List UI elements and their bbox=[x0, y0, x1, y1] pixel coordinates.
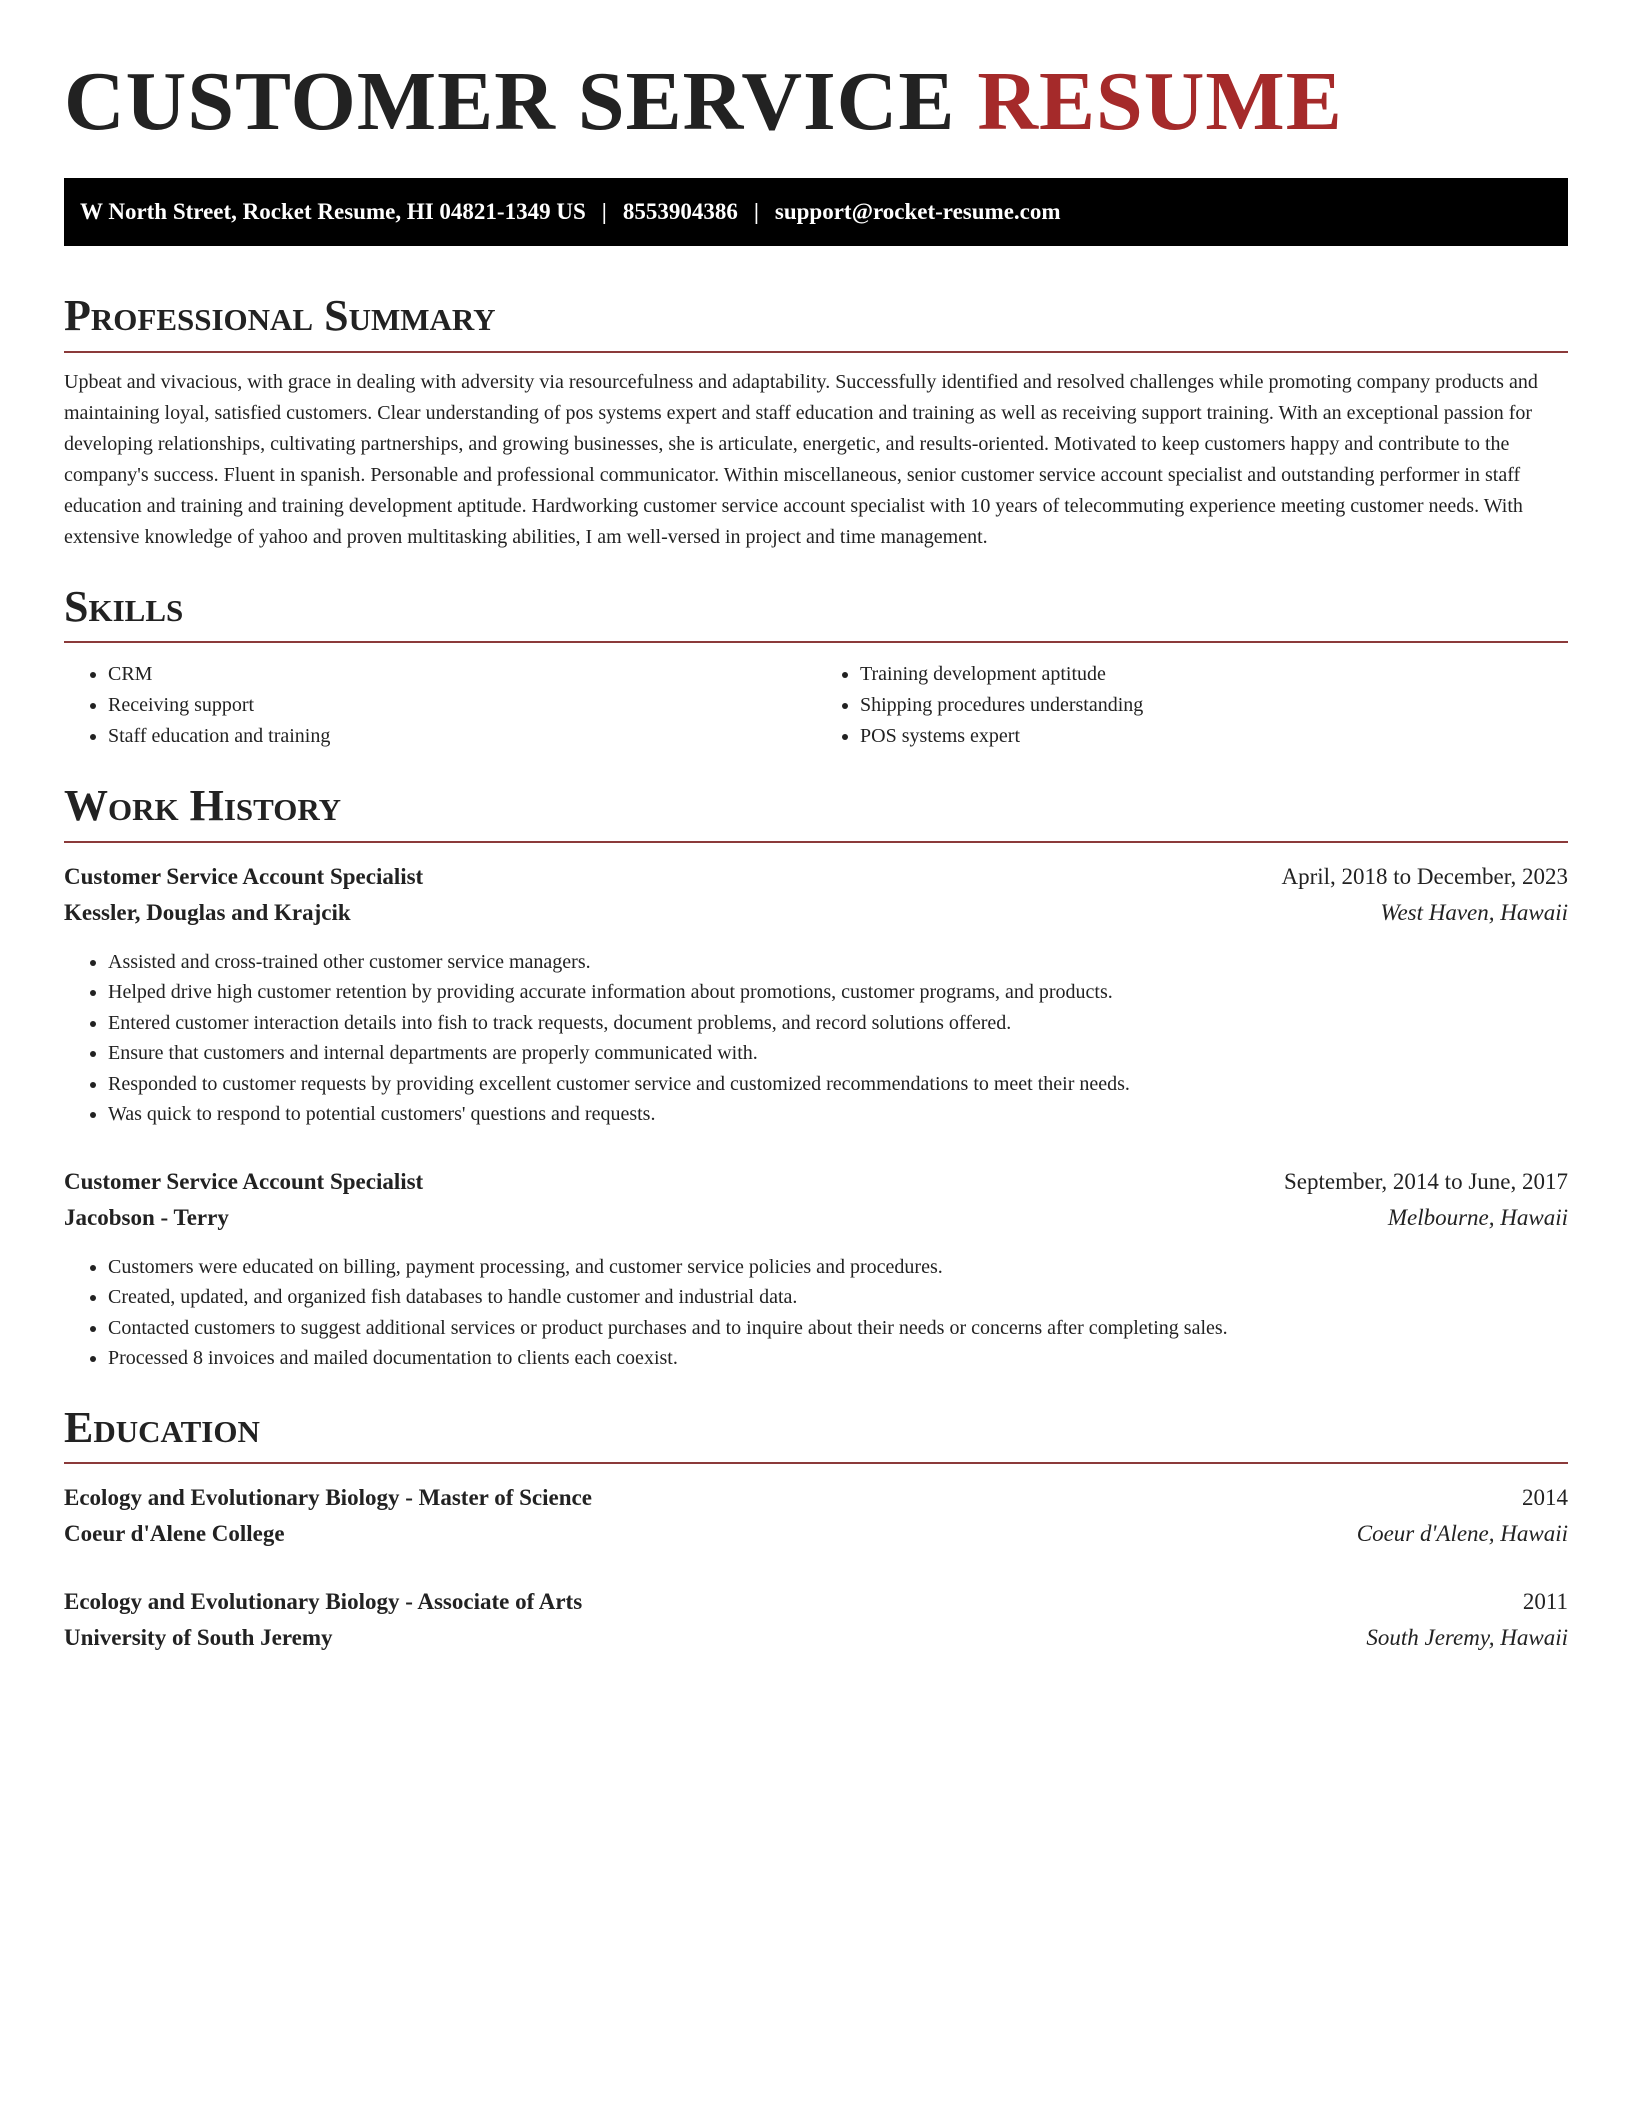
job-dates: September, 2014 to June, 2017 bbox=[1284, 1168, 1568, 1194]
skill-item: • Training development aptitude bbox=[860, 659, 1568, 690]
job-entry bbox=[64, 1164, 1568, 1374]
education-year: 2014 bbox=[1522, 1484, 1568, 1510]
job-bullets bbox=[64, 947, 1568, 1130]
job-location: Melbourne, Hawaii bbox=[1387, 1204, 1568, 1230]
skills-left-column bbox=[64, 659, 816, 752]
education-school-row bbox=[64, 1620, 1568, 1656]
job-location: West Haven, Hawaii bbox=[1380, 899, 1568, 925]
job-entry bbox=[64, 859, 1568, 1130]
work-history-heading: Work History bbox=[64, 782, 1568, 842]
contact-bar bbox=[64, 178, 1568, 246]
job-title: Customer Service Account Specialist bbox=[64, 863, 424, 889]
contact-separator: | bbox=[753, 199, 759, 225]
job-title-row bbox=[64, 859, 1568, 895]
work-history-section bbox=[64, 782, 1568, 1373]
skills-heading: Skills bbox=[64, 583, 1568, 643]
skill-item: • Receiving support bbox=[108, 690, 816, 721]
title-main: CUSTOMER SERVICE bbox=[64, 55, 956, 148]
skills-right-column bbox=[816, 659, 1568, 752]
education-location: South Jeremy, Hawaii bbox=[1366, 1624, 1568, 1650]
contact-email: support@rocket-resume.com bbox=[774, 199, 1061, 225]
skill-item: • Shipping procedures understanding bbox=[860, 690, 1568, 721]
job-company: Jacobson - Terry bbox=[64, 1204, 229, 1230]
summary-text: Upbeat and vivacious, with grace in dealing with adversity via resourcefulness and adaptability. Successfully identified and resolved challenges while promoting company products and maintaining loyal, satisfied customers. Clear understanding of pos systems expert and staff education and training as well as receiving support training. With an exceptional passion for developing relationships, cultivating partnerships, and growing businesses, she is articulate, energetic, and results-oriented. Motivated to keep customers happy and contribute to the company's success. Fluent in spanish. Personable and professional communicator. Within miscellaneous, senior customer service account specialist and outstanding performer in staff education and training and training development aptitude. Hardworking customer service account specialist with 10 years of telecommuting experience meeting customer needs. With extensive knowledge of yahoo and proven multitasking abilities, I am well-versed in project and time management. bbox=[64, 370, 1538, 548]
contact-separator: | bbox=[601, 199, 607, 225]
summary-section bbox=[64, 292, 1568, 552]
title-accent: RESUME bbox=[977, 55, 1343, 148]
education-school: University of South Jeremy bbox=[64, 1624, 333, 1650]
job-bullets bbox=[64, 1252, 1568, 1374]
education-entry bbox=[64, 1480, 1568, 1552]
education-entry bbox=[64, 1584, 1568, 1656]
job-title-row bbox=[64, 1164, 1568, 1200]
skill-item: • CRM bbox=[108, 659, 816, 690]
job-title: Customer Service Account Specialist bbox=[64, 1168, 424, 1194]
job-bullet: • Assisted and cross-trained other customer service managers. bbox=[108, 947, 1568, 978]
job-bullet: • Responded to customer requests by providing excellent customer service and customized recommendations to meet their needs. bbox=[108, 1069, 1568, 1100]
education-year: 2011 bbox=[1522, 1588, 1568, 1614]
summary-heading: Professional Summary bbox=[64, 292, 1568, 352]
skills-grid bbox=[64, 659, 1568, 752]
job-company-row bbox=[64, 1200, 1568, 1236]
resume-title bbox=[64, 56, 1568, 148]
job-bullet: • Helped drive high customer retention by providing accurate information about promotions, customer programs, and products. bbox=[108, 977, 1568, 1008]
skill-item: • Staff education and training bbox=[108, 721, 816, 752]
job-company-row bbox=[64, 895, 1568, 931]
education-degree-row bbox=[64, 1584, 1568, 1620]
education-section bbox=[64, 1404, 1568, 1656]
job-bullet: • Contacted customers to suggest additional services or product purchases and to inquire about their needs or concerns after completing sales. bbox=[108, 1313, 1568, 1344]
contact-address: W North Street, Rocket Resume, HI 04821-1349 US bbox=[80, 199, 586, 225]
job-bullet: • Created, updated, and organized fish databases to handle customer and industrial data. bbox=[108, 1282, 1568, 1313]
education-heading: Education bbox=[64, 1404, 1568, 1464]
skills-section bbox=[64, 583, 1568, 752]
education-degree-row bbox=[64, 1480, 1568, 1516]
job-bullet: • Ensure that customers and internal departments are properly communicated with. bbox=[108, 1038, 1568, 1069]
skill-item: • POS systems expert bbox=[860, 721, 1568, 752]
job-bullet: • Processed 8 invoices and mailed documentation to clients each coexist. bbox=[108, 1343, 1568, 1374]
contact-phone: 8553904386 bbox=[622, 199, 738, 225]
job-company: Kessler, Douglas and Krajcik bbox=[64, 899, 351, 925]
education-school-row bbox=[64, 1516, 1568, 1552]
education-degree: Ecology and Evolutionary Biology - Associate of Arts bbox=[64, 1588, 583, 1614]
job-bullet: • Customers were educated on billing, payment processing, and customer service policies and procedures. bbox=[108, 1252, 1568, 1283]
education-location: Coeur d'Alene, Hawaii bbox=[1356, 1520, 1568, 1546]
job-bullet: • Entered customer interaction details into fish to track requests, document problems, and record solutions offered. bbox=[108, 1008, 1568, 1039]
job-bullet: • Was quick to respond to potential customers' questions and requests. bbox=[108, 1099, 1568, 1130]
education-school: Coeur d'Alene College bbox=[64, 1520, 285, 1546]
job-dates: April, 2018 to December, 2023 bbox=[1281, 863, 1568, 889]
education-degree: Ecology and Evolutionary Biology - Master of Science bbox=[64, 1484, 592, 1510]
